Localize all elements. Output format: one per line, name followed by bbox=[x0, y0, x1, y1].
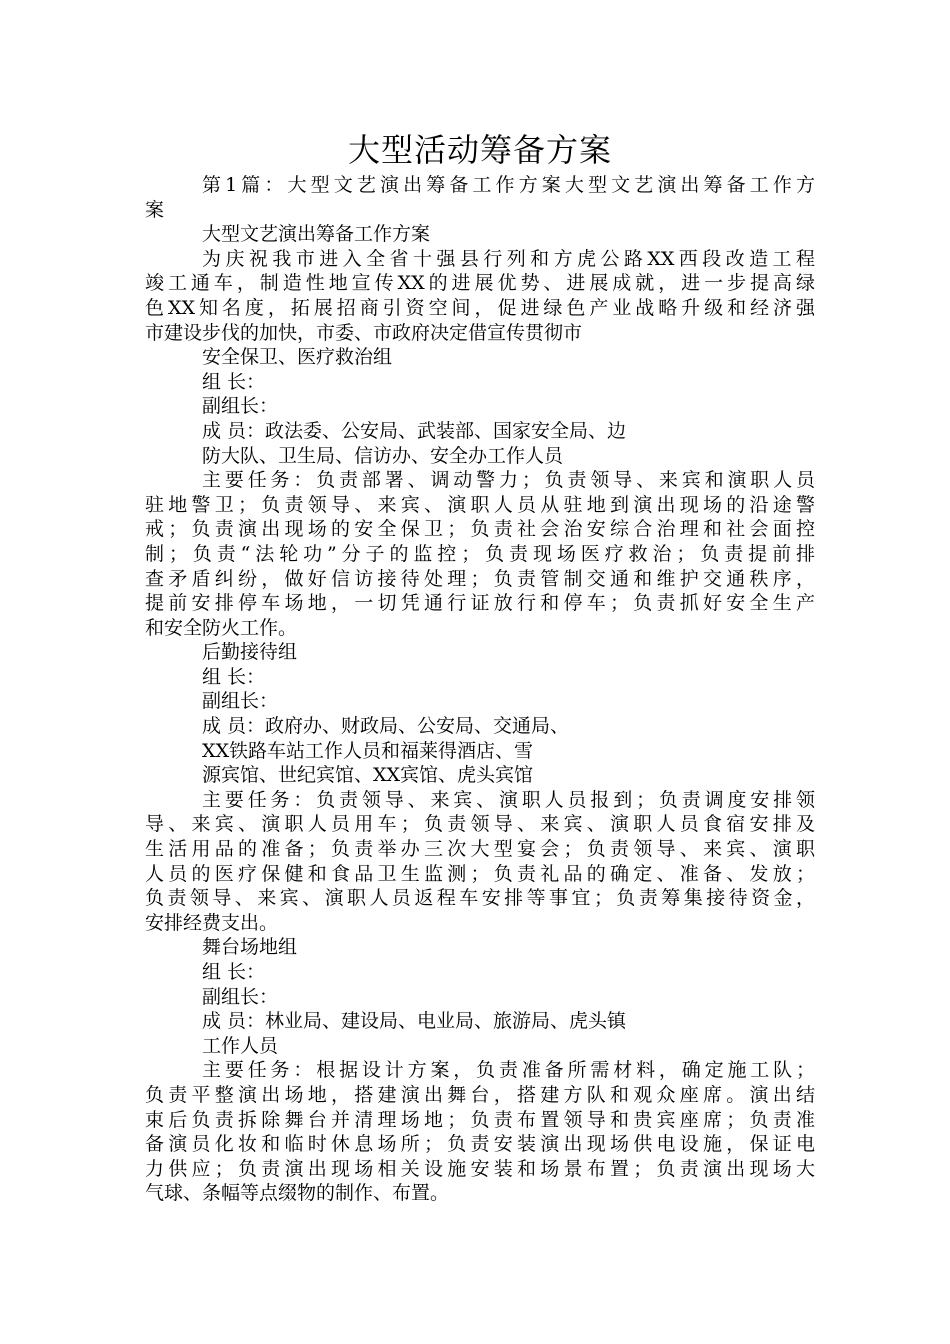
document-line: 副组长： bbox=[202, 395, 279, 418]
document-line: 负责平整演出场地，搭建演出舞台，搭建方队和观众座席。演出结 bbox=[145, 1083, 815, 1106]
document-line: 市建设步伐的加快，市委、市政府决定借宣传贯彻市 bbox=[145, 321, 583, 344]
document-line: 力供应；负责演出现场相关设施安装和场景布置；负责演出现场大 bbox=[145, 1157, 815, 1180]
document-title: 大型活动筹备方案 bbox=[347, 131, 612, 169]
document-line: 查矛盾纠纷，做好信访接待处理；负责管制交通和维护交通秩序， bbox=[145, 567, 815, 590]
document-line: 主要任务：负责部署、调动警力；负责领导、来宾和演职人员 bbox=[202, 469, 815, 492]
document-line: 安排经费支出。 bbox=[145, 911, 279, 934]
document-line: 组 长： bbox=[202, 370, 266, 393]
document-line: 案 bbox=[145, 198, 165, 221]
document-line: 大型文艺演出筹备工作方案 bbox=[202, 223, 431, 246]
document-line: 舞台场地组 bbox=[202, 936, 298, 959]
document-line: 束后负责拆除舞台并清理场地；负责布置领导和贵宾座席；负责准 bbox=[145, 1108, 815, 1131]
document-body bbox=[145, 173, 815, 1206]
document-line: 组 长： bbox=[202, 665, 266, 688]
document-line: 为庆祝我市进入全省十强县行列和方虎公路XX西段改造工程 bbox=[202, 247, 815, 270]
document-line: 负责领导、来宾、演职人员返程车安排等事宜；负责筹集接待资金， bbox=[145, 887, 815, 910]
document-line: 制；负责“法轮功”分子的监控；负责现场医疗救治；负责提前排 bbox=[145, 542, 815, 565]
document-line: 竣工通车，制造性地宣传XX的进展优势、进展成就，进一步提高绿 bbox=[145, 272, 815, 295]
document-line: 导、来宾、演职人员用车；负责领导、来宾、演职人员食宿安排及 bbox=[145, 813, 815, 836]
document-line: 备演员化妆和临时休息场所；负责安装演出现场供电设施，保证电 bbox=[145, 1133, 815, 1156]
document-line: 人员的医疗保健和食品卫生监测；负责礼品的确定、准备、发放； bbox=[145, 862, 815, 885]
document-line: 成 员：林业局、建设局、电业局、旅游局、虎头镇 bbox=[202, 1010, 627, 1033]
document-line: 成 员：政府办、财政局、公安局、交通局、 bbox=[202, 715, 570, 738]
document-line: 防大队、卫生局、信访办、安全办工作人员 bbox=[202, 444, 564, 467]
document-line: 副组长： bbox=[202, 690, 279, 713]
document-line: 第1篇：大型文艺演出筹备工作方案大型文艺演出筹备工作方 bbox=[202, 174, 815, 196]
document-line: 提前安排停车场地，一切凭通行证放行和停车；负责抓好安全生产 bbox=[145, 592, 815, 615]
document-line: 副组长： bbox=[202, 985, 279, 1008]
document-line: 安全保卫、医疗救治组 bbox=[202, 346, 393, 369]
document-line: 生活用品的准备；负责举办三次大型宴会；负责领导、来宾、演职 bbox=[145, 838, 815, 861]
document-line: 组 长： bbox=[202, 961, 266, 983]
document-line: 驻地警卫；负责领导、来宾、演职人员从驻地到演出现场的沿途警 bbox=[145, 493, 815, 516]
document-line: 气球、条幅等点缀物的制作、布置。 bbox=[145, 1182, 450, 1205]
document-line: XX铁路车站工作人员和福莱得酒店、雪 bbox=[202, 739, 534, 762]
document-line: 主要任务：负责领导、来宾、演职人员报到；负责调度安排领 bbox=[202, 788, 815, 811]
document-line: 源宾馆、世纪宾馆、XX宾馆、虎头宾馆 bbox=[202, 764, 534, 787]
document-line: 色XX知名度，拓展招商引资空间，促进绿色产业战略升级和经济强 bbox=[145, 296, 815, 319]
document-line: 戒；负责演出现场的安全保卫；负责社会治安综合治理和社会面控 bbox=[145, 518, 815, 541]
document-line: 成 员：政法委、公安局、武装部、国家安全局、边 bbox=[202, 419, 627, 442]
document-line: 工作人员 bbox=[202, 1034, 279, 1057]
document-line: 主要任务：根据设计方案，负责准备所需材料，确定施工队； bbox=[202, 1059, 815, 1082]
document-line: 和安全防火工作。 bbox=[145, 616, 298, 639]
document-line: 后勤接待组 bbox=[202, 641, 298, 664]
